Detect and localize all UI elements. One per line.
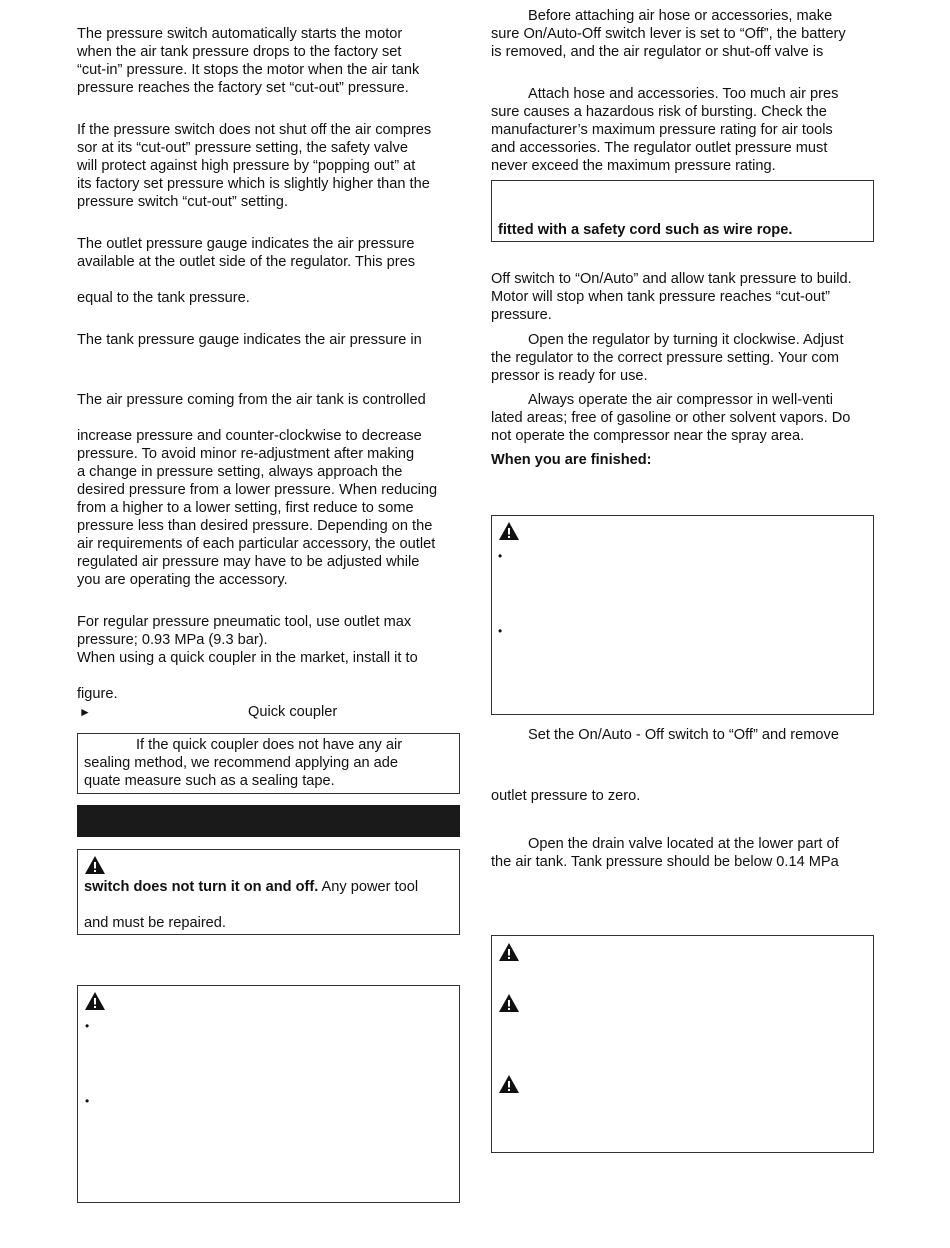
on-auto-line-1: Off switch to “On/Auto” and allow tank pressure to build.: [491, 271, 852, 287]
quick-coupler-line-2: figure.: [77, 686, 118, 702]
open-regulator-line-2: the regulator to the correct pressure setting. Your com: [491, 350, 840, 366]
warning-text: Any power tool: [318, 879, 419, 895]
outlet-gauge-line-1: The outlet pressure gauge indicates the air pressure: [77, 236, 415, 252]
regulator-line-5: desired pressure from a lower pressure. When reducing: [77, 482, 438, 498]
open-regulator-line-1: Open the regulator by turning it clockwise. Adjust: [528, 332, 844, 348]
regulator-line-8: air requirements of each particular accessory, the outlet: [77, 536, 436, 552]
warning-icon: [498, 521, 520, 541]
regulator-line-10: you are operating the accessory.: [77, 572, 288, 588]
note-line-2: sealing method, we recommend applying an ade: [84, 755, 398, 771]
warning-bold-text: switch does not turn it on and off.: [84, 879, 319, 895]
finished-heading: When you are finished:: [491, 452, 652, 468]
regulator-line-9: regulated air pressure may have to be adjusted while: [77, 554, 420, 570]
warning-line-2: and must be repaired.: [84, 915, 226, 931]
attach-hose-line-3: manufacturer’s maximum pressure rating for air tools: [491, 122, 833, 138]
regulator-line-3: pressure. To avoid minor re-adjustment after making: [77, 446, 415, 462]
open-regulator-line-3: pressor is ready for use.: [491, 368, 648, 384]
tank-gauge-line: The tank pressure gauge indicates the air pressure in: [77, 332, 422, 348]
attach-hose-line-1: Attach hose and accessories. Too much air pres: [528, 86, 839, 102]
section-heading-bar: [77, 805, 460, 837]
ventilation-line-2: lated areas; free of gasoline or other solvent vapors. Do: [491, 410, 851, 426]
bullet-marker: •: [85, 1019, 90, 1033]
warning-icon: [84, 855, 106, 875]
regulator-line-1: The air pressure coming from the air tank is controlled: [77, 392, 426, 408]
max-pressure-line-1: For regular pressure pneumatic tool, use outlet max: [77, 614, 412, 630]
drain-valve-line-1: Open the drain valve located at the lower part of: [528, 836, 839, 852]
warning-icon: [84, 991, 106, 1011]
note-line-3: quate measure such as a sealing tape.: [84, 773, 335, 789]
before-attaching-line-2: sure On/Auto-Off switch lever is set to “Off”, the battery: [491, 26, 846, 42]
pressure-switch-line-1: The pressure switch automatically starts the motor: [77, 26, 403, 42]
warning-box-bullets-right: [491, 515, 874, 715]
warning-icon: [498, 942, 520, 962]
pressure-switch-line-3: “cut-in” pressure. It stops the motor when the air tank: [77, 62, 420, 78]
regulator-line-6: from a higher to a lower setting, first reduce to some: [77, 500, 414, 516]
ventilation-line-1: Always operate the air compressor in well-venti: [528, 392, 833, 408]
quick-coupler-line-1: When using a quick coupler in the market, install it to: [77, 650, 418, 666]
bullet-marker: •: [85, 1094, 90, 1108]
on-auto-line-2: Motor will stop when tank pressure reaches “cut-out”: [491, 289, 831, 305]
pressure-switch-line-2: when the air tank pressure drops to the factory set: [77, 44, 402, 60]
ventilation-line-3: not operate the compressor near the spray area.: [491, 428, 805, 444]
bullet-marker: •: [498, 624, 503, 638]
safety-valve-line-4: its factory set pressure which is slightly higher than the: [77, 176, 430, 192]
regulator-line-7: pressure less than desired pressure. Depending on the: [77, 518, 433, 534]
bullet-marker: •: [498, 549, 503, 563]
max-pressure-line-2: pressure; 0.93 MPa (9.3 bar).: [77, 632, 268, 648]
on-auto-line-3: pressure.: [491, 307, 552, 323]
warning-box-triple: [491, 935, 874, 1153]
attach-hose-line-5: never exceed the maximum pressure rating.: [491, 158, 776, 174]
pressure-switch-line-4: pressure reaches the factory set “cut-out” pressure.: [77, 80, 409, 96]
regulator-line-2: increase pressure and counter-clockwise to decrease: [77, 428, 422, 444]
safety-cord-text: fitted with a safety cord such as wire rope.: [498, 222, 793, 238]
before-attaching-line-3: is removed, and the air regulator or shut-off valve is: [491, 44, 824, 60]
safety-valve-line-2: sor at its “cut-out” pressure setting, the safety valve: [77, 140, 408, 156]
switch-off-line: Set the On/Auto - Off switch to “Off” and remove: [528, 727, 839, 743]
warning-icon: [498, 993, 520, 1013]
quick-coupler-label: Quick coupler: [248, 704, 338, 720]
outlet-gauge-line-3: equal to the tank pressure.: [77, 290, 250, 306]
warning-line-1: [84, 878, 418, 896]
attach-hose-line-2: sure causes a hazardous risk of bursting. Check the: [491, 104, 827, 120]
warning-box-bullets: [77, 985, 460, 1203]
note-line-1: If the quick coupler does not have any air: [136, 737, 403, 753]
outlet-zero-line: outlet pressure to zero.: [491, 788, 641, 804]
outlet-gauge-line-2: available at the outlet side of the regulator. This pres: [77, 254, 416, 270]
regulator-line-4: a change in pressure setting, always approach the: [77, 464, 403, 480]
warning-icon: [498, 1074, 520, 1094]
safety-valve-line-3: will protect against high pressure by “popping out” at: [77, 158, 416, 174]
safety-valve-line-5: pressure switch “cut-out” setting.: [77, 194, 288, 210]
arrow-marker: ►: [79, 705, 91, 719]
before-attaching-line-1: Before attaching air hose or accessories, make: [528, 8, 833, 24]
safety-valve-line-1: If the pressure switch does not shut off the air compres: [77, 122, 432, 138]
attach-hose-line-4: and accessories. The regulator outlet pressure must: [491, 140, 828, 156]
drain-valve-line-2: the air tank. Tank pressure should be below 0.14 MPa: [491, 854, 839, 870]
